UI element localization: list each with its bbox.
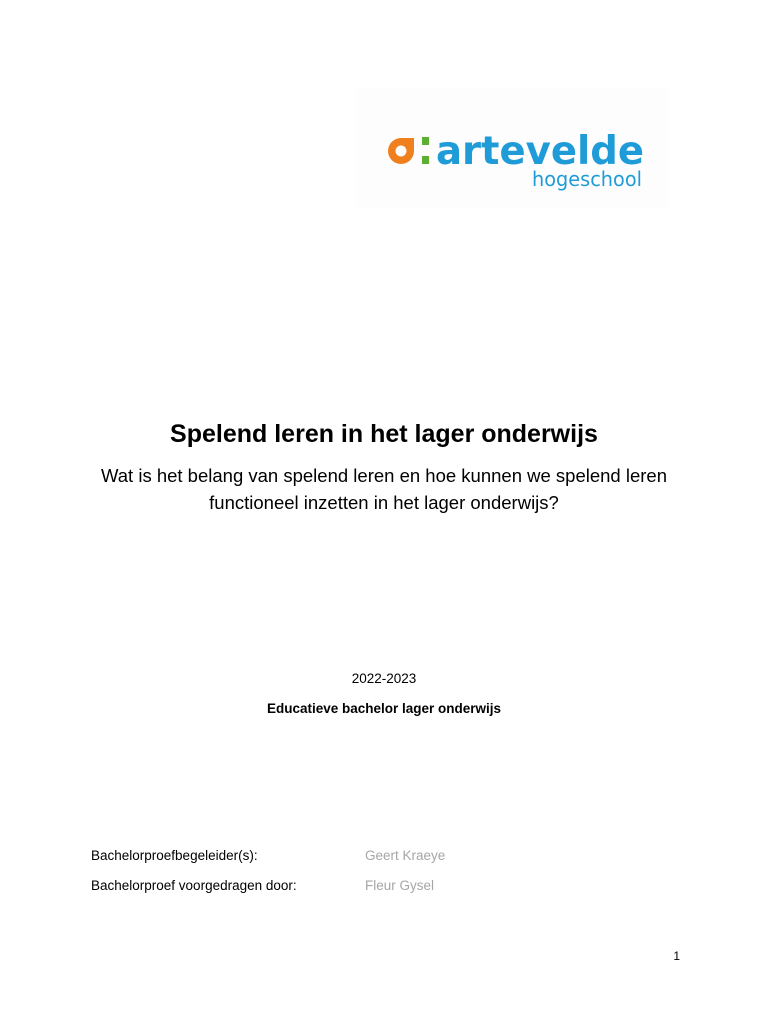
supervisor-row [91,846,671,866]
page-number: 1 [673,949,680,963]
artevelde-logo-graphic [386,118,646,191]
supervisor-label: Bachelorproefbegeleider(s): [91,848,258,863]
logo-colon-top-icon [422,137,429,145]
document-subtitle: Wat is het belang van spelend leren en hoe kunnen we spelend leren functioneel inzetten in het lager onderwijs? [100,465,667,513]
artevelde-logo [356,88,668,208]
author-row [91,876,671,896]
author-label: Bachelorproef voorgedragen door: [91,878,297,893]
logo-wordmark: artevelde [436,129,644,174]
logo-subtext: hogeschool [532,167,642,191]
study-program: Educatieve bachelor lager onderwijs [266,701,502,716]
logo-a-mark-icon [388,138,414,164]
document-title: Spelend leren in het lager onderwijs [170,420,598,448]
academic-year: 2022-2023 [351,671,417,686]
supervisor-name: Geert Kraeye [365,848,446,863]
logo-colon-bottom-icon [422,156,429,164]
author-name: Fleur Gysel [365,878,435,893]
